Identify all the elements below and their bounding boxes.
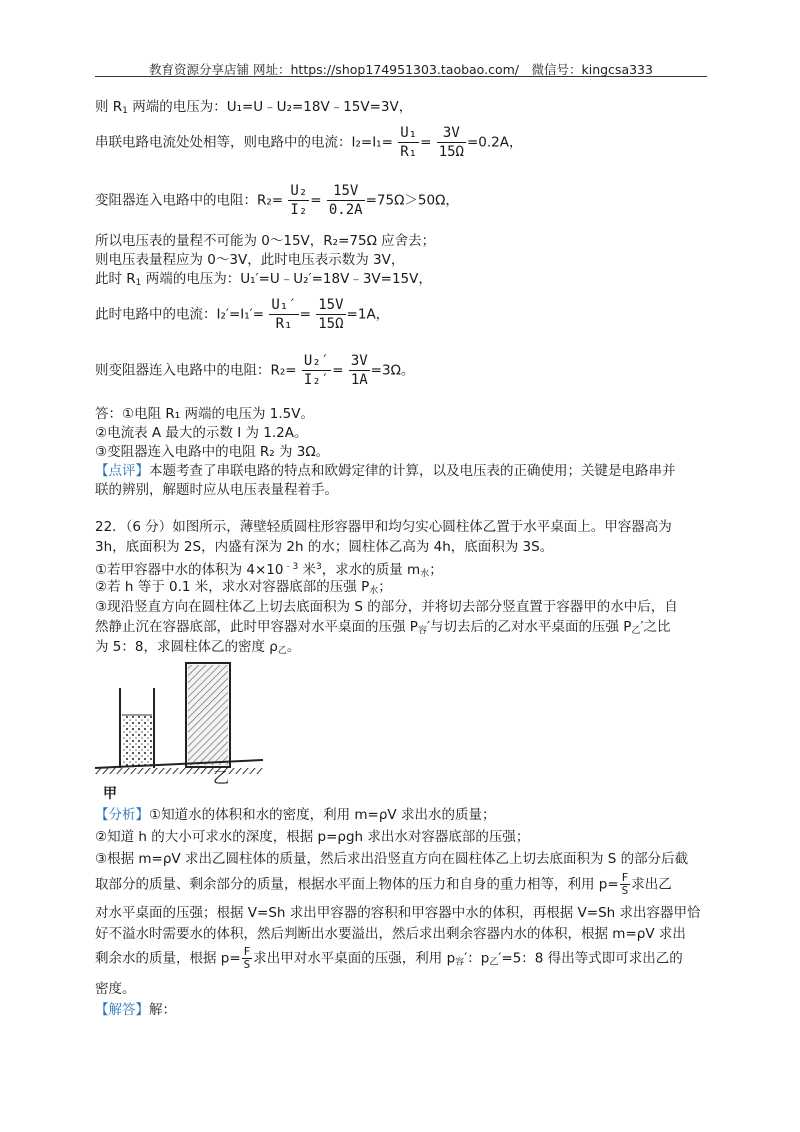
cylinder-yi [186, 663, 230, 767]
page-header: 教育资源分享店铺 网址：https://shop174951303.taobao.com/ 微信号：kingcsa333 [149, 62, 653, 77]
question-line-2: 3h，底面积为 2S，内盛有深为 2h 的水；圆柱体乙高为 4h，底面积为 3S。 [95, 539, 554, 555]
header-divider [95, 76, 707, 77]
solution-line-6: 此时 $R_1$ 两端的电压为：U₁′=U﹣U₂′=18V﹣3V=15V， [95, 271, 432, 288]
analysis-line-6: 好不溢水时需要水的体积，然后判断出水要溢出，然后求出剩余容器内水的体积，根据 m=ρV 求出 [95, 926, 686, 942]
question-line-7: 为 5：8，求圆柱体乙的密度 $\rho_乙$。 [95, 639, 301, 656]
fraction: $\frac{3V}{1A}$ [350, 353, 368, 388]
analysis-line-5: 对水平桌面的压强；根据 V=Sh 求出甲容器的容积和甲容器中水的体积，再根据 V=Sh 求出容器甲恰 [95, 905, 701, 921]
container-figure [95, 655, 270, 802]
fraction: $\frac{3V}{15\Omega}$ [438, 125, 464, 160]
container-jia [120, 688, 154, 768]
solution-line-2: 串联电路电流处处相等，则电路中的电流：I₂=I₁= $\frac{\text{U₁}}{\text{R₁}}$ = $\frac{3V}{15\Omega}$ =0.2A， [95, 125, 523, 160]
fraction: $\frac{\text{U₁′}}{\text{R₁}}$ [271, 297, 297, 332]
analysis-line-7: 剩余水的质量，根据 p= $\frac{F}{S}$ 求出甲对水平桌面的压强，利用 $p_容'$：$p_乙'=5$：8 得出等式即可求出乙的 [95, 945, 683, 971]
fraction: $\frac{F}{S}$ [243, 945, 251, 971]
fraction: $\frac{F}{S}$ [621, 871, 629, 897]
figure-label-yi: 乙 [213, 768, 230, 787]
solution-line-1: 则 $R_1$ 两端的电压为：U₁=U﹣U₂=18V﹣15V=3V， [95, 99, 413, 116]
answer-tag: 【解答】 [95, 1002, 149, 1018]
answer-heading: 【解答】解： [95, 1002, 176, 1018]
solution-line-3: 变阻器连入电路中的电阻：R₂= $\frac{\text{U₂}}{\text{I₂}}$ = $\frac{15V}{0.2A}$ =75Ω＞50Ω， [95, 183, 459, 218]
analysis-line-1: 【分析】①知道水的体积和水的密度，利用 m=ρV 求出水的质量； [95, 807, 496, 823]
question-line-1: 22．（6 分）如图所示，薄壁轻质圆柱形容器甲和均匀实心圆柱体乙置于水平桌面上。甲容器高为 [95, 519, 672, 535]
solution-line-8: 则变阻器连入电路中的电阻：R₂= $\frac{\text{U₂′}}{\text{I₂′}}$ = $\frac{3V}{1A}$ =3Ω。 [95, 353, 415, 388]
analysis-line-2: ②知道 h 的大小可求水的深度，根据 p=ρgh 求出水对容器底部的压强； [95, 829, 530, 845]
review-line-1: 【点评】本题考查了串联电路的特点和欧姆定律的计算，以及电压表的正确使用；关键是电路串并 [95, 463, 676, 479]
answer-line-2: ②电流表 A 最大的示数 I 为 1.2A。 [95, 425, 308, 441]
question-line-6: 然静止沉在容器底部，此时甲容器对水平桌面的压强 $P_容'$与切去后的乙对水平桌面的压强 $P_乙'$之比 [95, 619, 671, 636]
analysis-line-4: 取部分的质量、剩余部分的质量，根据水平面上物体的压力和自身的重力相等，利用 p= $\frac{F}{S}$ 求出乙 [95, 871, 672, 897]
fraction: $\frac{15V}{15\Omega}$ [318, 297, 344, 332]
answer-line-3: ③变阻器连入电路中的电阻 R₂ 为 3Ω。 [95, 444, 330, 460]
question-line-5: ③现沿竖直方向在圆柱体乙上切去底面积为 S 的部分，并将切去部分竖直置于容器甲的水中后，自 [95, 599, 678, 615]
solution-line-4: 所以电压表的量程不可能为 0～15V，R₂=75Ω 应舍去； [95, 233, 436, 249]
answer-line-1: 答：①电阻 R₁ 两端的电压为 1.5V。 [95, 406, 314, 422]
solution-line-5: 则电压表量程应为 0～3V，此时电压表示数为 3V， [95, 252, 405, 268]
fraction: $\frac{\text{U₂}}{\text{I₂}}$ [290, 183, 308, 218]
question-line-3: ①若甲容器中水的体积为 $4\times 10^{﹣3}$ 米$^3$，求水的质量 $m_水$； [95, 562, 443, 579]
fraction: $\frac{\text{U₁}}{\text{R₁}}$ [400, 125, 418, 160]
figure-illustration [95, 655, 270, 795]
figure-label-jia: 甲 [103, 786, 117, 802]
fraction: $\frac{\text{U₂′}}{\text{I₂′}}$ [303, 353, 330, 388]
solution-line-7: 此时电路中的电流：I₂′=I₁′= $\frac{\text{U₁′}}{\text{R₁}}$ = $\frac{15V}{15\Omega}$ =1A， [95, 297, 390, 332]
analysis-line-3: ③根据 m=ρV 求出乙圆柱体的质量，然后求出沿竖直方向在圆柱体乙上切去底面积为 S 的部分后截 [95, 851, 689, 867]
fraction: $\frac{15V}{0.2A}$ [328, 183, 363, 218]
analysis-line-8: 密度。 [95, 981, 136, 997]
analysis-tag: 【分析】 [95, 807, 149, 823]
question-line-4: ②若 h 等于 0.1 米，求水对容器底部的压强 $P_水$； [95, 579, 392, 596]
review-line-2: 联的辨别，解题时应从电压表量程着手。 [95, 482, 338, 498]
review-tag: 【点评】 [95, 463, 149, 479]
